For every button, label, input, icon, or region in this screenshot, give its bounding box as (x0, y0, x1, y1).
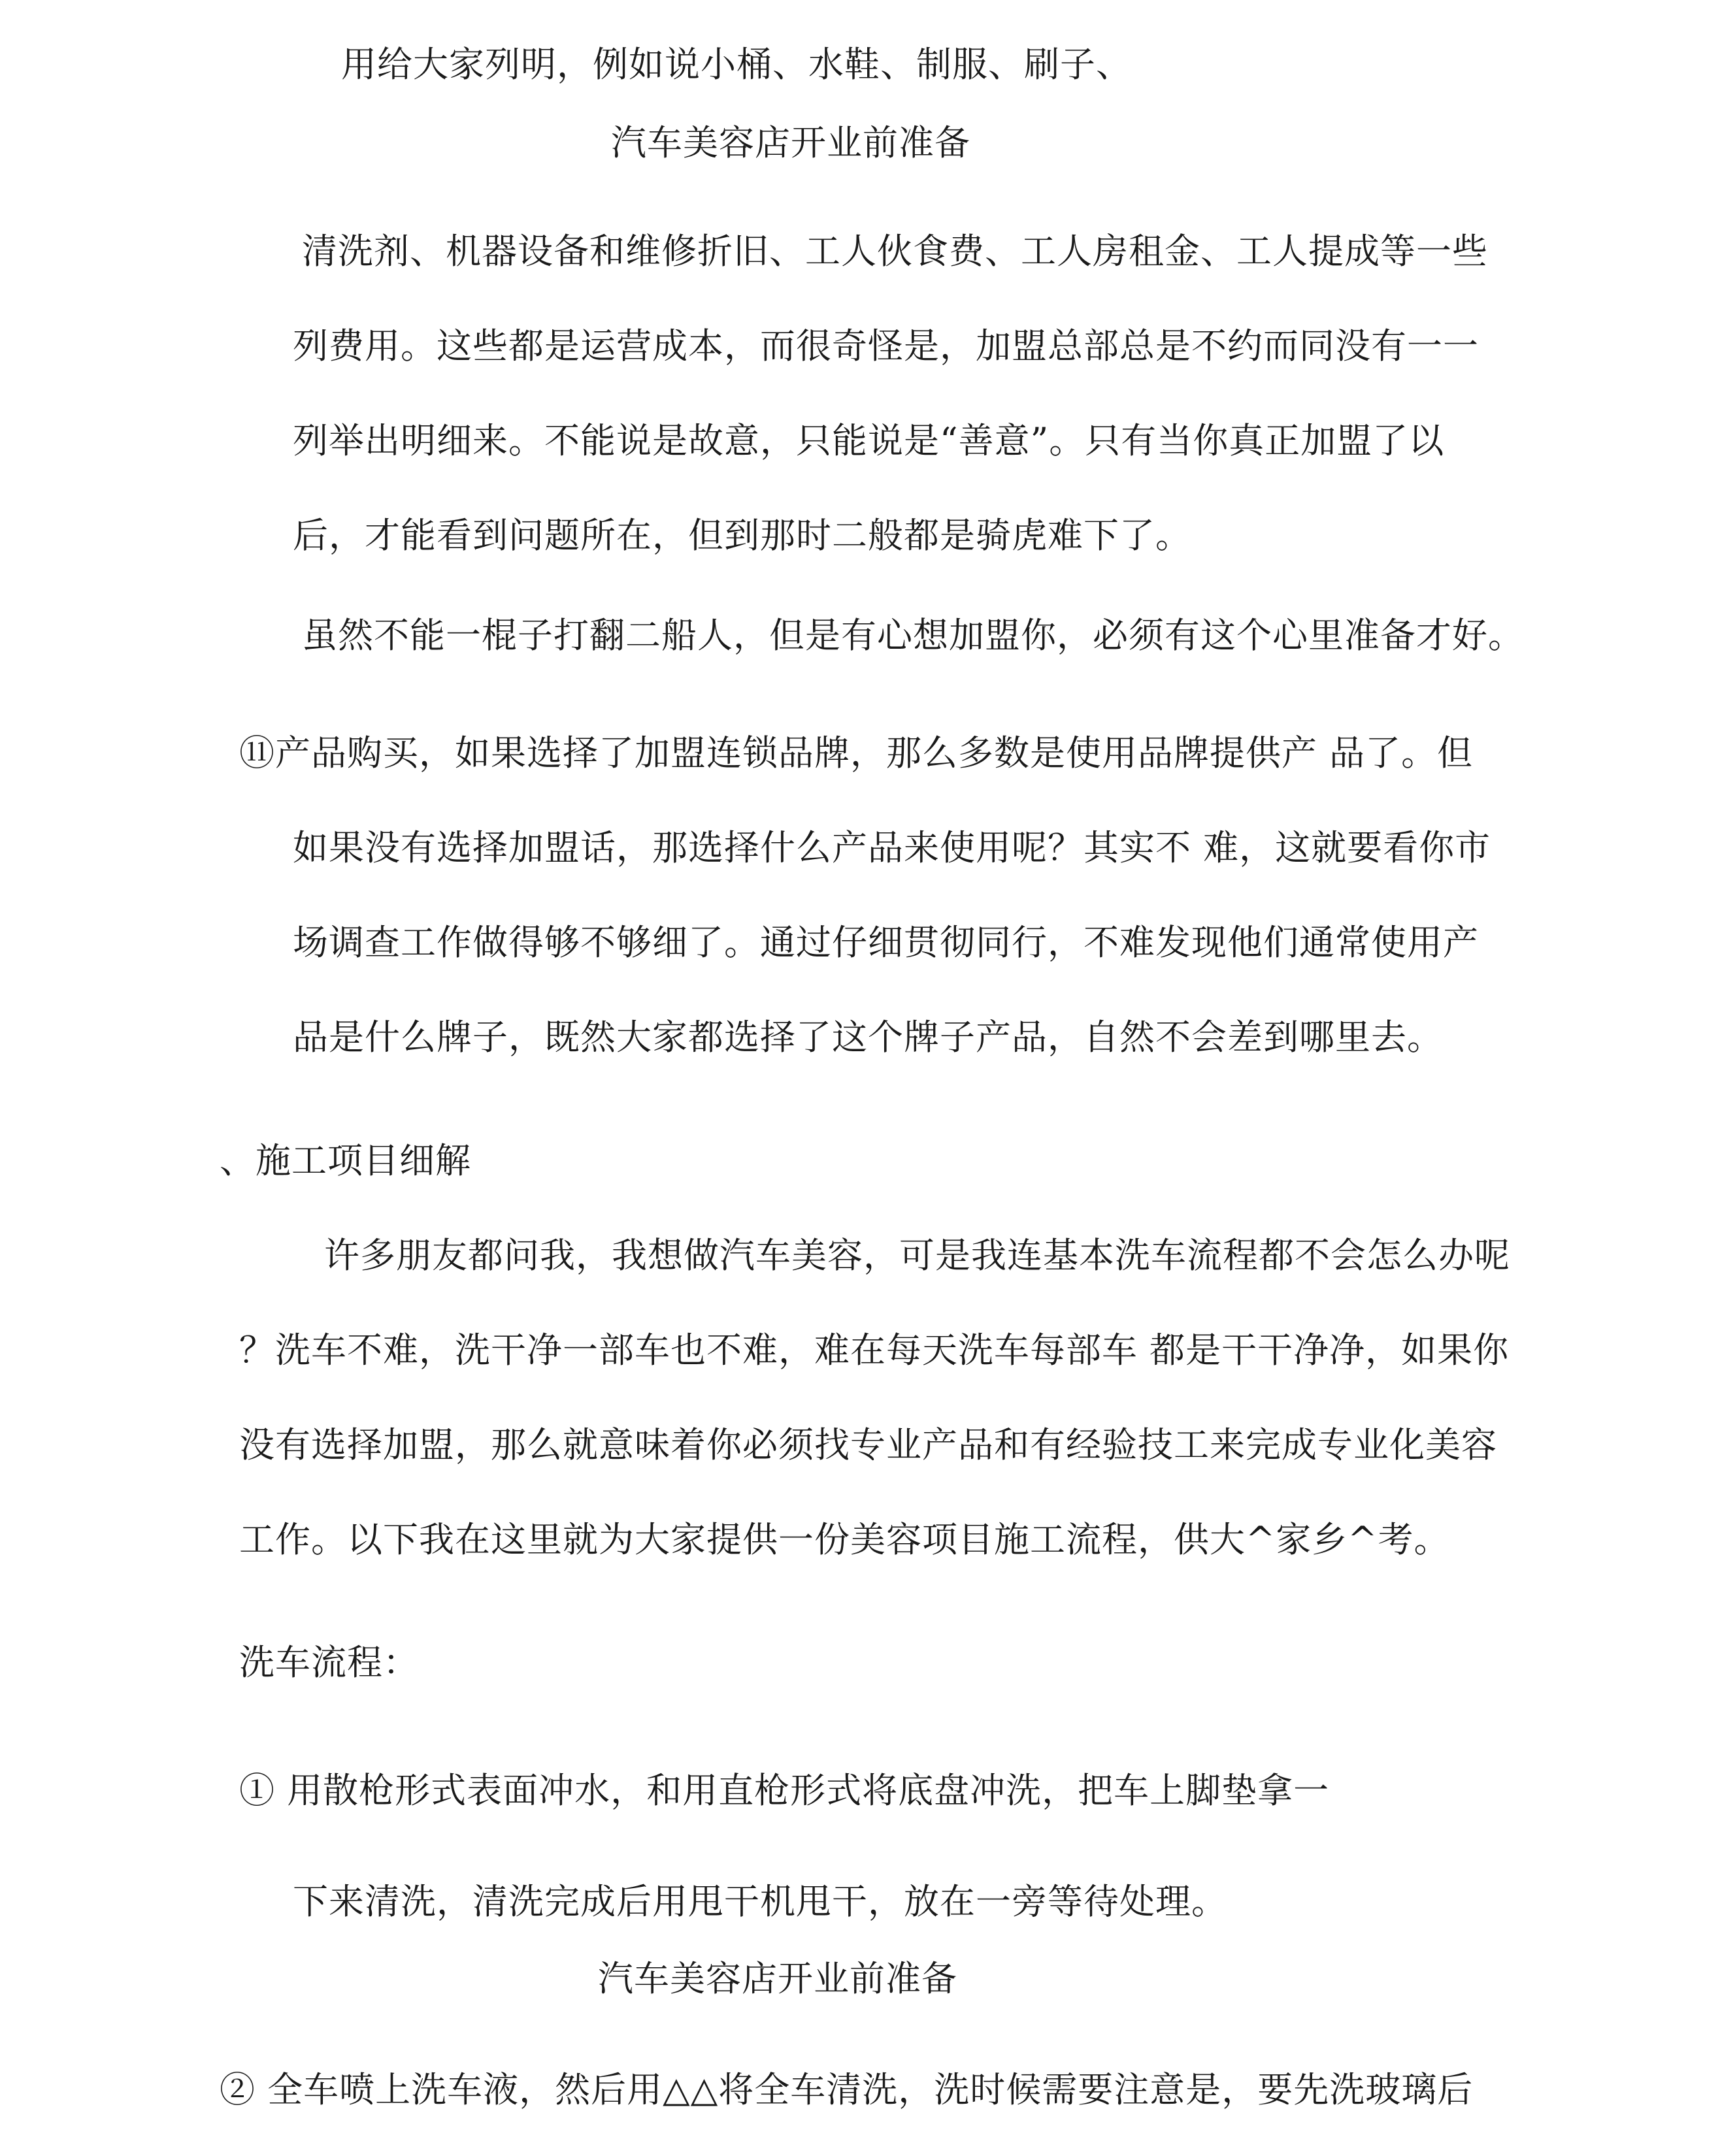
text-line: 工作。以下我在这里就为大家提供一份美容项目施工流程，供大^家乡^考。 (239, 1519, 1450, 1560)
text-line: 场调查工作做得够不够细了。通过仔细贯彻同行，不难发现他们通常使用产 (293, 922, 1479, 963)
page-header: 汽车美容店开业前准备 (598, 1958, 957, 1999)
page-header: 汽车美容店开业前准备 (611, 122, 970, 163)
text-line: 没有选择加盟，那么就意味着你必须找专业产品和有经验技工来完成专业化美容 (239, 1424, 1497, 1465)
section-heading: 洗车流程： (239, 1642, 419, 1683)
text-line: ⑪产品购买，如果选择了加盟连锁品牌，那么多数是使用品牌提供产 品了。但 (239, 732, 1474, 774)
text-line: 虽然不能一棍子打翻二船人，但是有心想加盟你，必须有这个心里准备才好。 (302, 615, 1524, 656)
text-line: ② 全车喷上洗车液，然后用△△将全车清洗，洗时候需要注意是，要先洗玻璃后 (220, 2069, 1474, 2110)
text-line: 如果没有选择加盟话，那选择什么产品来使用呢？其实不 难，这就要看你市 (293, 827, 1491, 868)
text-line: 品是什么牌子，既然大家都选择了这个牌子产品，自然不会差到哪里去。 (293, 1017, 1443, 1058)
text-line: 后，才能看到问题所在，但到那时二般都是骑虎难下了。 (293, 515, 1191, 556)
text-line: ① 用散枪形式表面冲水，和用直枪形式将底盘冲洗，把车上脚垫拿一 (239, 1770, 1330, 1811)
text-line: 清洗剂、机器设备和维修折旧、工人伙食费、工人房租金、工人提成等一些 (302, 231, 1488, 272)
text-line: 列举出明细来。不能说是故意，只能说是“善意”。只有当你真正加盟了以 (293, 420, 1445, 461)
text-line: 许多朋友都问我，我想做汽车美容，可是我连基本洗车流程都不会怎么办呢 (324, 1235, 1510, 1276)
text-line: 用给大家列明，例如说小桶、水鞋、制服、刷子、 (341, 44, 1132, 85)
text-line: 列费用。这些都是运营成本，而很奇怪是，加盟总部总是不约而同没有一一 (293, 325, 1479, 367)
text-line: ？洗车不难，洗干净一部车也不难，难在每天洗车每部车 都是干干净净，如果你 (239, 1330, 1510, 1371)
text-line: 下来清洗，清洗完成后用甩干机甩干，放在一旁等待处理。 (293, 1881, 1227, 1922)
section-heading: 、施工项目细解 (220, 1140, 471, 1181)
